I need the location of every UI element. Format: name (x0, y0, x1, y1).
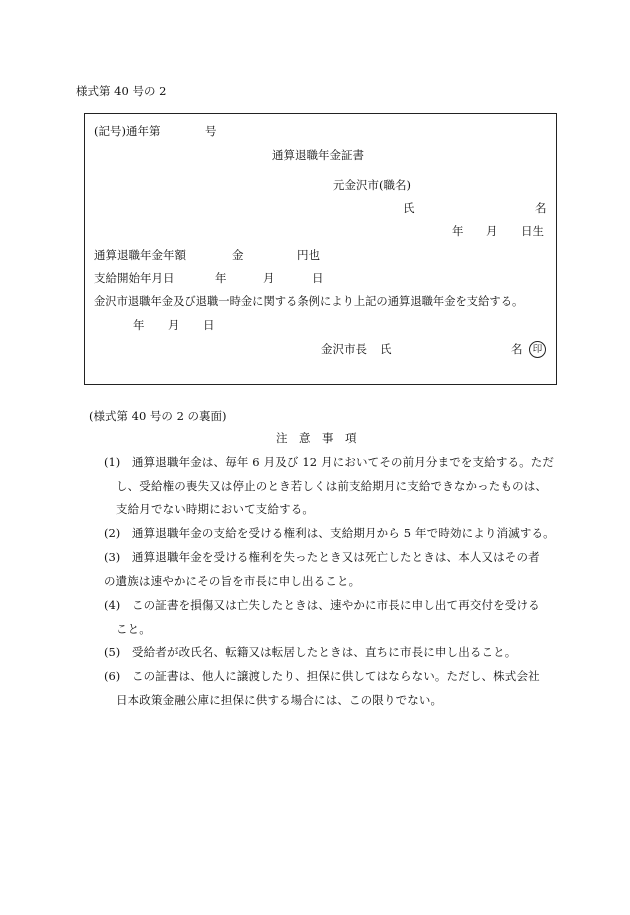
issue-statement: 金沢市退職年金及び退職一時金に関する条例により上記の通算退職年金を支給する。 (94, 295, 524, 308)
mayor-name-1: 氏 (380, 342, 392, 356)
note-3-mark: (3) (104, 550, 121, 564)
reverse-heading: (様式第 40 号の 2 の裏面) (89, 409, 227, 423)
note-1-line-1: 通算退職年金は、毎年 6 月及び 12 月においてその前月分までを支給する。ただ (132, 455, 555, 469)
start-day: 日 (312, 271, 324, 285)
note-4-line-2: こと。 (116, 622, 151, 636)
annual-amount-label: 通算退職年金年額 (94, 248, 186, 262)
note-2-mark: (2) (104, 526, 121, 540)
note-1-mark: (1) (104, 455, 121, 469)
note-4-mark: (4) (104, 598, 121, 612)
note-6-mark: (6) (104, 669, 121, 683)
issue-month: 月 (168, 318, 180, 332)
start-date-label: 支給開始年月日 (94, 271, 175, 285)
note-3-line-1: 通算退職年金を受ける権利を失ったとき又は死亡したときは、本人又はその者 (132, 550, 540, 564)
note-4-line-1: この証書を損傷又は亡失したときは、速やかに市長に申し出て再交付を受ける (132, 598, 540, 612)
mayor-name-2: 名 (511, 342, 523, 356)
mayor-label: 金沢市長 (321, 342, 367, 356)
issue-day: 日 (203, 318, 215, 332)
form-number: 様式第 40 号の 2 (76, 84, 167, 98)
birth-day: 日生 (521, 224, 544, 238)
note-6-line-2: 日本政策金融公庫に担保に供する場合には、この限りでない。 (116, 693, 443, 707)
record-label: (記号)通年第 (94, 124, 161, 138)
note-1-line-3: 支給月でない時期において支給する。 (116, 502, 315, 516)
amount-prefix: 金 (232, 248, 244, 262)
note-3-line-2: の遺族は速やかにその旨を市長に申し出ること。 (104, 574, 361, 588)
note-6-line-1: この証書は、他人に譲渡したり、担保に供してはならない。ただし、株式会社 (132, 669, 540, 683)
name-label-2: 名 (535, 201, 547, 215)
record-suffix: 号 (205, 124, 217, 138)
certificate-title: 通算退職年金証書 (272, 148, 364, 162)
issue-year: 年 (133, 318, 145, 332)
note-1-line-2: し、受給権の喪失又は停止のとき若しくは前支給期月に支給できなかったものは、 (116, 479, 548, 493)
seal-mark: 印 (529, 341, 546, 358)
note-5-mark: (5) (104, 645, 121, 659)
issuer-city: 元金沢市(職名) (333, 178, 411, 192)
start-year: 年 (215, 271, 227, 285)
birth-year: 年 (452, 224, 464, 238)
note-5-line-1: 受給者が改氏名、転籍又は転居したときは、直ちに市長に申し出ること。 (132, 645, 517, 659)
birth-month: 月 (486, 224, 498, 238)
notes-title: 注 意 事 項 (276, 431, 357, 445)
name-label-1: 氏 (403, 201, 415, 215)
start-month: 月 (263, 271, 275, 285)
note-2-line-1: 通算退職年金の支給を受ける権利は、支給期月から 5 年で時効により消滅する。 (132, 526, 555, 540)
amount-suffix: 円也 (297, 248, 320, 262)
